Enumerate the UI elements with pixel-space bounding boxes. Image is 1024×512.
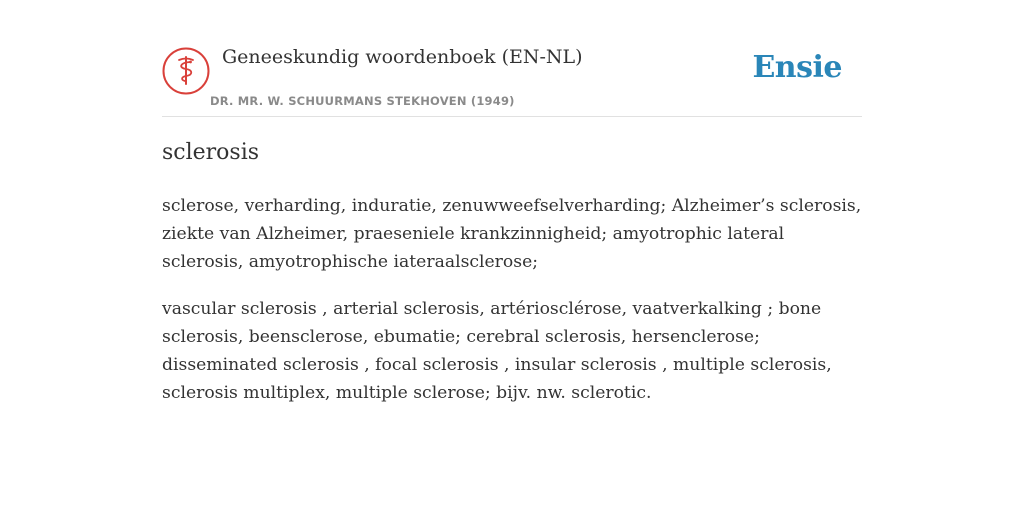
caduceus-icon xyxy=(162,47,210,95)
dictionary-title[interactable]: Geneeskundig woordenboek (EN-NL) xyxy=(222,46,583,68)
dictionary-header xyxy=(162,38,862,117)
definition-paragraph: vascular sclerosis , arterial sclerosis, artériosclérose, vaatverkalking ; bone sclerosis, beensclerose, ebumatie; cerebral sclerosis, hersenclerose; disseminated sclerosis , focal sclerosis , insular sclerosis , multiple sclerosis, sclerosis multiplex, multiple sclerose; bijv. nw. sclerotic. xyxy=(162,299,832,403)
dictionary-author: DR. MR. W. SCHUURMANS STEKHOVEN (1949) xyxy=(210,94,515,108)
ensie-logo[interactable]: Ensie xyxy=(752,50,842,85)
headword: sclerosis xyxy=(162,140,260,165)
definition-paragraph: sclerose, verharding, induratie, zenuwweefselverharding; Alzheimer’s sclerosis, ziekte van Alzheimer, praeseniele krankzinnigheid; amyotrophic lateral sclerosis, amyotrophische iateraalsclerose; xyxy=(162,196,862,272)
